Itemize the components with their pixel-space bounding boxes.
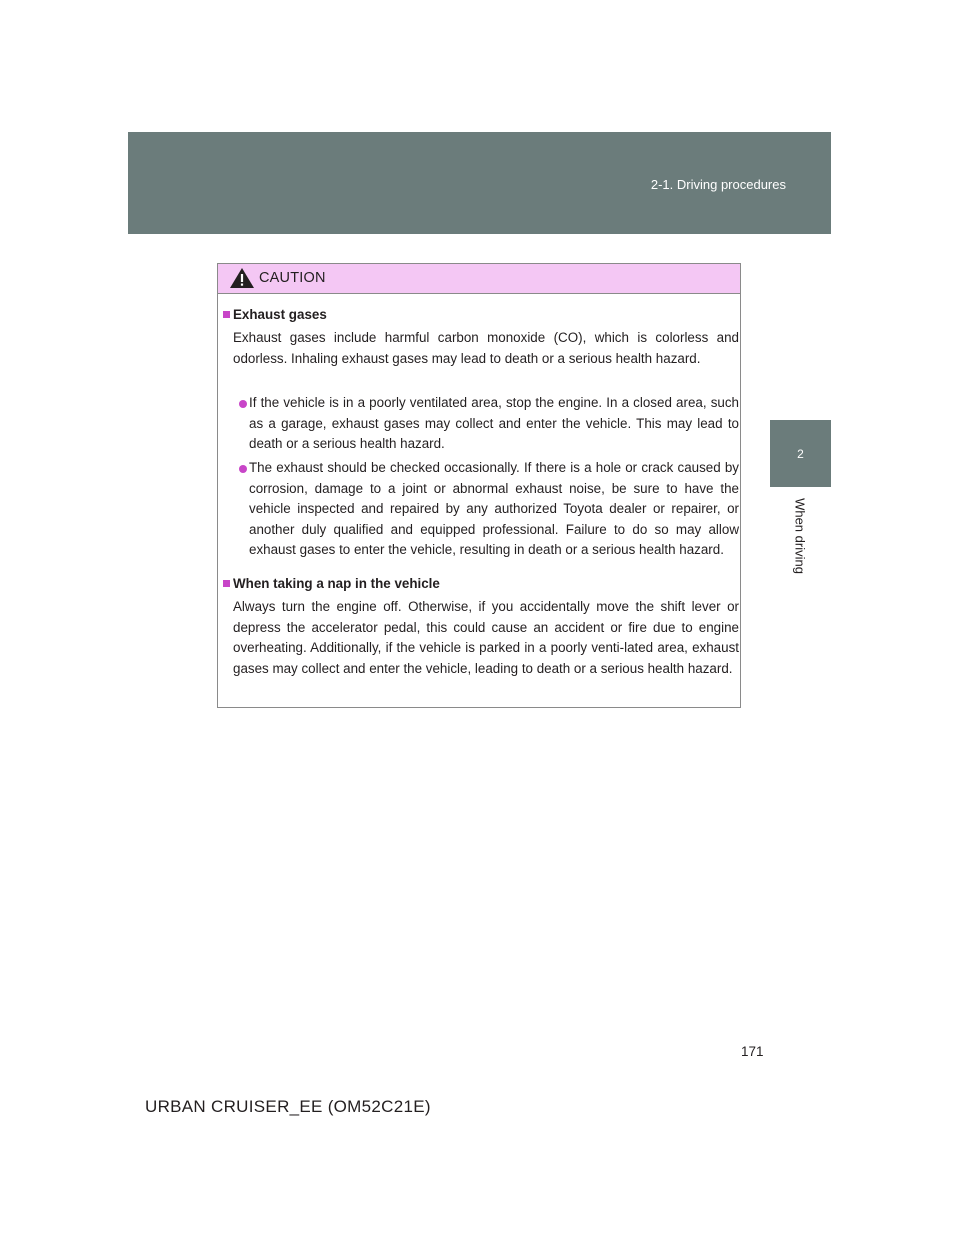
caution-title: CAUTION <box>259 270 326 286</box>
chapter-tab <box>770 420 831 487</box>
header-band <box>128 132 831 234</box>
section-title: 2-1. Driving procedures <box>650 177 786 192</box>
round-bullet-icon <box>239 400 247 408</box>
section-paragraph: Exhaust gases include harmful carbon monoxide (CO), which is colorless and odorless. Inhaling exhaust gases may lead to death or a serious health hazard. <box>233 330 739 366</box>
bullet-item: The exhaust should be checked occasionally. If there is a hole or crack caused by corrosion, damage to a joint or abnormal exhaust noise, be sure to have the vehicle inspected and repaired by any authorized Toyota dealer or repairer, or another duly qualified and equipped professional. Failure to do so may allow exhaust gases to enter the vehicle, resulting in death or a serious health hazard. <box>249 460 739 557</box>
chapter-label: When driving <box>792 498 808 574</box>
round-bullet-icon <box>239 465 247 473</box>
manual-code: URBAN CRUISER_EE (OM52C21E) <box>145 1097 431 1116</box>
page-number: 171 <box>741 1044 764 1059</box>
warning-icon <box>229 267 255 289</box>
section-paragraph: Always turn the engine off. Otherwise, if you accidentally move the shift lever or depress the accelerator pedal, this could cause an accident or fire due to engine overheating. Additionally, if the vehicle is parked in a poorly venti-lated area, exhaust gases may collect and enter the vehicle, leading to death or a serious health hazard. <box>233 599 739 676</box>
chapter-number: 2 <box>797 447 804 461</box>
square-bullet-icon <box>223 311 230 318</box>
caution-box <box>217 263 741 708</box>
bullet-item: If the vehicle is in a poorly ventilated area, stop the engine. In a closed area, such as a garage, exhaust gases may collect and enter the vehicle. This may lead to death or a serious health hazard. <box>249 395 739 451</box>
square-bullet-icon <box>223 580 230 587</box>
caution-header <box>218 264 740 294</box>
caution-body: Exhaust gases Exhaust gases include harmful carbon monoxide (CO), which is colorless and odorless. Inhaling exhaust gases may lead to death or a serious health hazard. If the vehicle is in a poorly ventilated area, stop the engine. In a closed area, such as a garage, exhaust gases may collect and enter the vehicle. This may lead to death or a serious health hazard. The exhaust should be checked occasionally. If there is a hole or crack caused by corrosion, damage to a joint or abnormal exhaust noise, be sure to have the vehicle inspected and repaired by any authorized Toyota dealer or repairer, or another duly qualified and equipped professional. Failure to do so may allow exhaust gases to enter the vehicle, resulting in death or a serious health hazard. When taking a nap in the vehicle Always turn the engine off. Otherwise, if you accidentally move the shift lever or depress the accelerator pedal, this could cause an accident or fire due to engine overheating. Additionally, if the vehicle is parked in a poorly venti-lated area, exhaust gases may collect and enter the vehicle, leading to death or a serious health hazard. <box>218 294 740 707</box>
